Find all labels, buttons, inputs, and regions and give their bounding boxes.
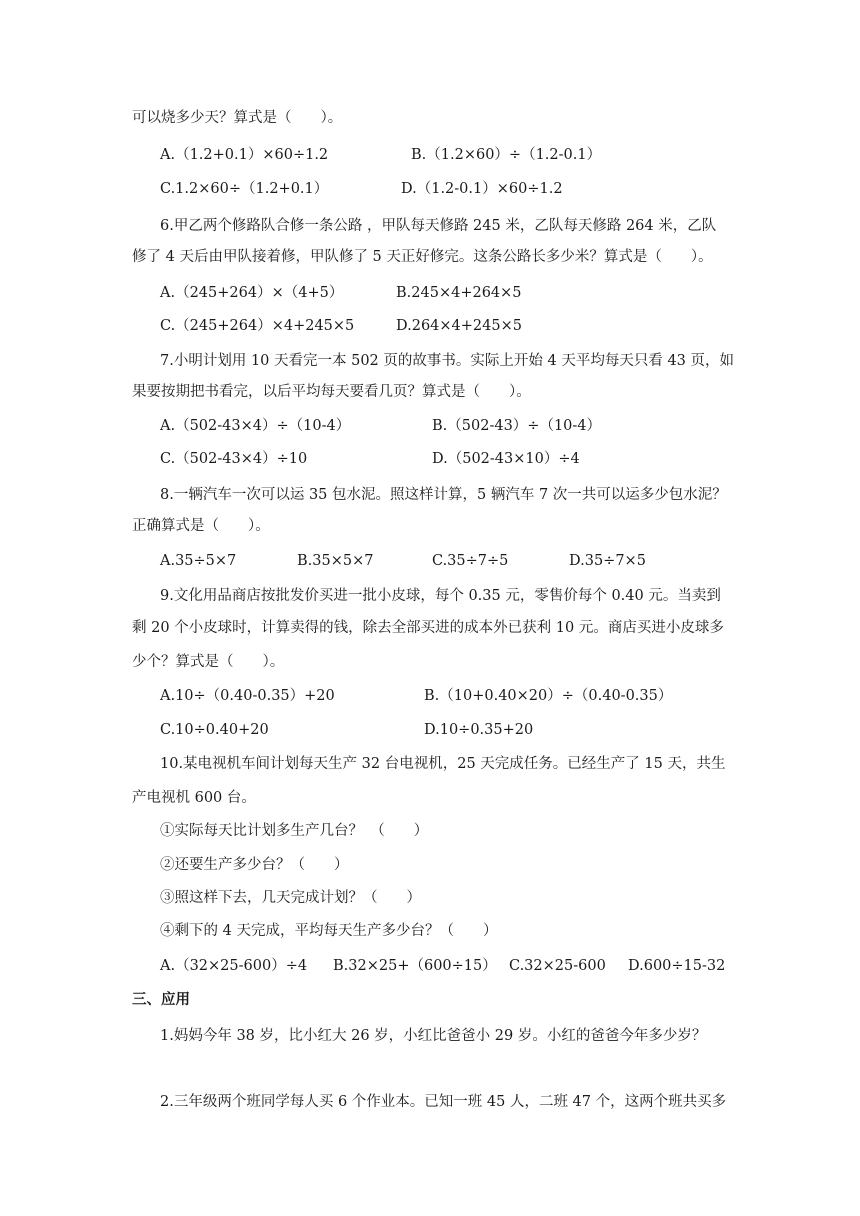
option-d: D.35÷7×5	[569, 553, 646, 569]
option-c: C.（245+264）×4+245×5	[160, 318, 355, 334]
option-d: D.10÷0.35+20	[424, 722, 534, 738]
option-b: B.32×25+（600÷15）	[333, 958, 497, 974]
text-line: 产电视机 600 台。	[132, 790, 256, 806]
option-a: A.35÷5×7	[160, 553, 237, 569]
option-a: A.（1.2+0.1）×60÷1.2	[160, 147, 329, 163]
sub-question-2: ②还要生产多少台？（ ）	[160, 857, 349, 873]
option-b: B.（502-43）÷（10-4）	[432, 418, 602, 434]
section-heading: 三、应用	[132, 991, 190, 1008]
option-b: B.35×5×7	[297, 553, 374, 569]
text-line: 正确算式是（ ）。	[132, 518, 270, 534]
option-c: C.32×25-600	[509, 958, 606, 974]
option-d: D.（1.2-0.1）×60÷1.2	[401, 181, 563, 197]
option-c: C.35÷7÷5	[432, 553, 509, 569]
option-a: A.10÷（0.40-0.35）+20	[160, 688, 335, 704]
question-8: 8.一辆汽车一次可以运 35 包水泥。照这样计算，5 辆汽车 7 次一共可以运多少包水泥？	[160, 487, 727, 503]
text-line: 剩 20 个小皮球时，计算卖得的钱，除去全部买进的成本外已获利 10 元。商店买进小皮球多	[132, 620, 724, 636]
text-line: 果要按期把书看完，以后平均每天要看几页？算式是（ ）。	[132, 384, 531, 400]
sub-question-1: ①实际每天比计划多生产几台？ （ ）	[160, 823, 429, 839]
application-question-2: 2.三年级两个班同学每人买 6 个作业本。已知一班 45 人，二班 47 个，这两个班共买多	[160, 1094, 727, 1110]
option-d: D.264×4+245×5	[396, 318, 522, 334]
question-9: 9.文化用品商店按批发价买进一批小皮球，每个 0.35 元，零售价每个 0.40 元。当卖到	[160, 588, 721, 604]
text-line: 修了 4 天后由甲队接着修，甲队修了 5 天正好修完。这条公路长多少米？算式是（ ）。	[132, 249, 713, 265]
question-7: 7.小明计划用 10 天看完一本 502 页的故事书。实际上开始 4 天平均每天只看 43 页，如	[160, 353, 735, 369]
application-question-1: 1.妈妈今年 38 岁，比小红大 26 岁，小红比爸爸小 29 岁。小红的爸爸今年多少岁？	[160, 1028, 707, 1044]
option-a: A.（502-43×4）÷（10-4）	[160, 418, 351, 434]
option-d: D.（502-43×10）÷4	[432, 451, 580, 467]
option-c: C.1.2×60÷（1.2+0.1）	[160, 181, 329, 197]
option-b: B.（1.2×60）÷（1.2-0.1）	[411, 147, 602, 163]
option-b: B.245×4+264×5	[396, 285, 522, 301]
option-a: A.（245+264）×（4+5）	[160, 285, 344, 301]
option-b: B.（10+0.40×20）÷（0.40-0.35）	[424, 688, 673, 704]
option-d: D.600÷15-32	[628, 958, 726, 974]
sub-question-3: ③照这样下去，几天完成计划？（ ）	[160, 890, 421, 906]
question-10: 10.某电视机车间计划每天生产 32 台电视机，25 天完成任务。已经生产了 15 天，共生	[160, 756, 726, 772]
question-6: 6.甲乙两个修路队合修一条公路 ，甲队每天修路 245 米，乙队每天修路 264 米，乙队	[160, 218, 717, 234]
option-c: C.10÷0.40+20	[160, 722, 269, 738]
text-line: 少个？算式是（ ）。	[132, 654, 285, 670]
option-a: A.（32×25-600）÷4	[160, 958, 308, 974]
sub-question-4: ④剩下的 4 天完成，平均每天生产多少台？（ ）	[160, 923, 498, 939]
text-line: 可以烧多少天？算式是（ ）。	[132, 110, 343, 126]
option-c: C.（502-43×4）÷10	[160, 451, 308, 467]
